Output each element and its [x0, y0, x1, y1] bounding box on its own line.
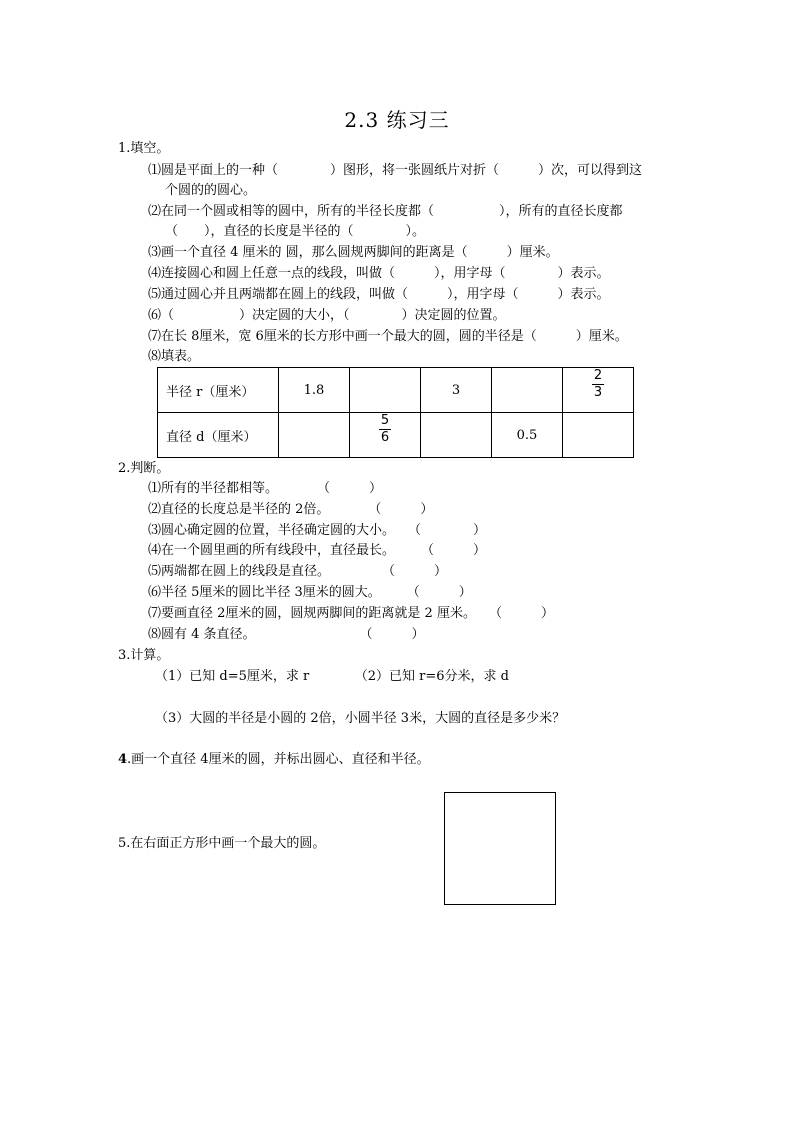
radius-diameter-table — [157, 367, 634, 458]
judge-item-8: ⑻圆有 4 条直径。 （ ） — [148, 627, 425, 642]
judge-item-2: ⑵直径的长度总是半径的 2倍。 （ ） — [148, 502, 434, 517]
fill-question-5: ⑸通过圆心并且两端都在圆上的线段，叫做（ ），用字母（ ）表示。 — [148, 287, 610, 302]
square-drawing-box — [444, 792, 556, 905]
section-4-number: 4 — [118, 752, 128, 767]
table-cell: 3 — [421, 368, 492, 413]
table-cell — [350, 368, 421, 413]
judge-item-3: ⑶圆心确定圆的位置，半径确定圆的大小。 （ ） — [148, 523, 487, 538]
table-cell-fraction — [350, 413, 421, 458]
fraction-numerator: 2 — [593, 368, 603, 383]
calc-question-1-2: （1）已知 d=5厘米，求 r （2）已知 r=6分米，求 d — [155, 669, 509, 684]
fraction-five-sixths — [379, 414, 391, 445]
fraction-two-thirds — [592, 369, 604, 400]
section-1-heading: 1.填空。 — [118, 141, 170, 156]
fraction-numerator: 5 — [380, 413, 390, 428]
table-cell — [492, 368, 563, 413]
fill-question-6: ⑹（ ）决定圆的大小，（ ）决定圆的位置。 — [148, 308, 506, 323]
fill-question-8: ⑻填表。 — [148, 349, 201, 364]
fraction-denominator: 3 — [593, 385, 603, 400]
judge-item-5: ⑸两端都在圆上的线段是直径。 （ ） — [148, 564, 448, 579]
section-2-heading: 2.判断。 — [118, 461, 170, 476]
section-5-question: 5.在右面正方形中画一个最大的圆。 — [118, 836, 326, 851]
judge-item-6: ⑹半径 5厘米的圆比半径 3厘米的圆大。 （ ） — [148, 585, 472, 600]
section-3-heading: 3.计算。 — [118, 648, 170, 663]
table-cell — [421, 413, 492, 458]
calc-question-3: （3）大圆的半径是小圆的 2倍，小圆半径 3米，大圆的直径是多少米？ — [155, 711, 566, 726]
judge-item-4: ⑷在一个圆里画的所有线段中，直径最长。 （ ） — [148, 543, 487, 558]
table-cell: 0.5 — [492, 413, 563, 458]
fill-question-2-cont: （ ），直径的长度是半径的（ ）。 — [165, 224, 426, 239]
table-cell — [279, 413, 350, 458]
fill-question-4: ⑷连接圆心和圆上任意一点的线段，叫做（ ），用字母（ ）表示。 — [148, 266, 610, 281]
row-label-radius: 半径 r（厘米） — [158, 368, 279, 413]
table-row — [158, 413, 634, 458]
fill-question-7: ⑺在长 8厘米，宽 6厘米的长方形中画一个最大的圆，圆的半径是（ ）厘米。 — [148, 329, 628, 344]
fill-question-1: ⑴圆是平面上的一种（ ）图形，将一张圆纸片对折（ ）次，可以得到这 — [148, 163, 643, 178]
judge-item-7: ⑺要画直径 2厘米的圆，圆规两脚间的距离就是 2 厘米。 （ ） — [148, 606, 554, 621]
table-cell: 1.8 — [279, 368, 350, 413]
table-cell — [563, 413, 634, 458]
table-row — [158, 368, 634, 413]
fill-question-1-cont: 个圆的的圆心。 — [165, 183, 257, 198]
fill-question-2: ⑵在同一个圆或相等的圆中，所有的半径长度都（ ），所有的直径长度都 — [148, 204, 623, 219]
row-label-diameter: 直径 d（厘米） — [158, 413, 279, 458]
judge-item-1: ⑴所有的半径都相等。 （ ） — [148, 481, 383, 496]
fraction-denominator: 6 — [380, 430, 390, 445]
page-title: 2.3 练习三 — [344, 108, 450, 132]
section-4-question — [118, 752, 430, 768]
table-cell-fraction — [563, 368, 634, 413]
section-4-text: .画一个直径 4厘米的圆，并标出圆心、直径和半径。 — [127, 752, 430, 767]
fill-question-3: ⑶画一个直径 4 厘米的 圆，那么圆规两脚间的距离是（ ）厘米。 — [148, 245, 559, 260]
